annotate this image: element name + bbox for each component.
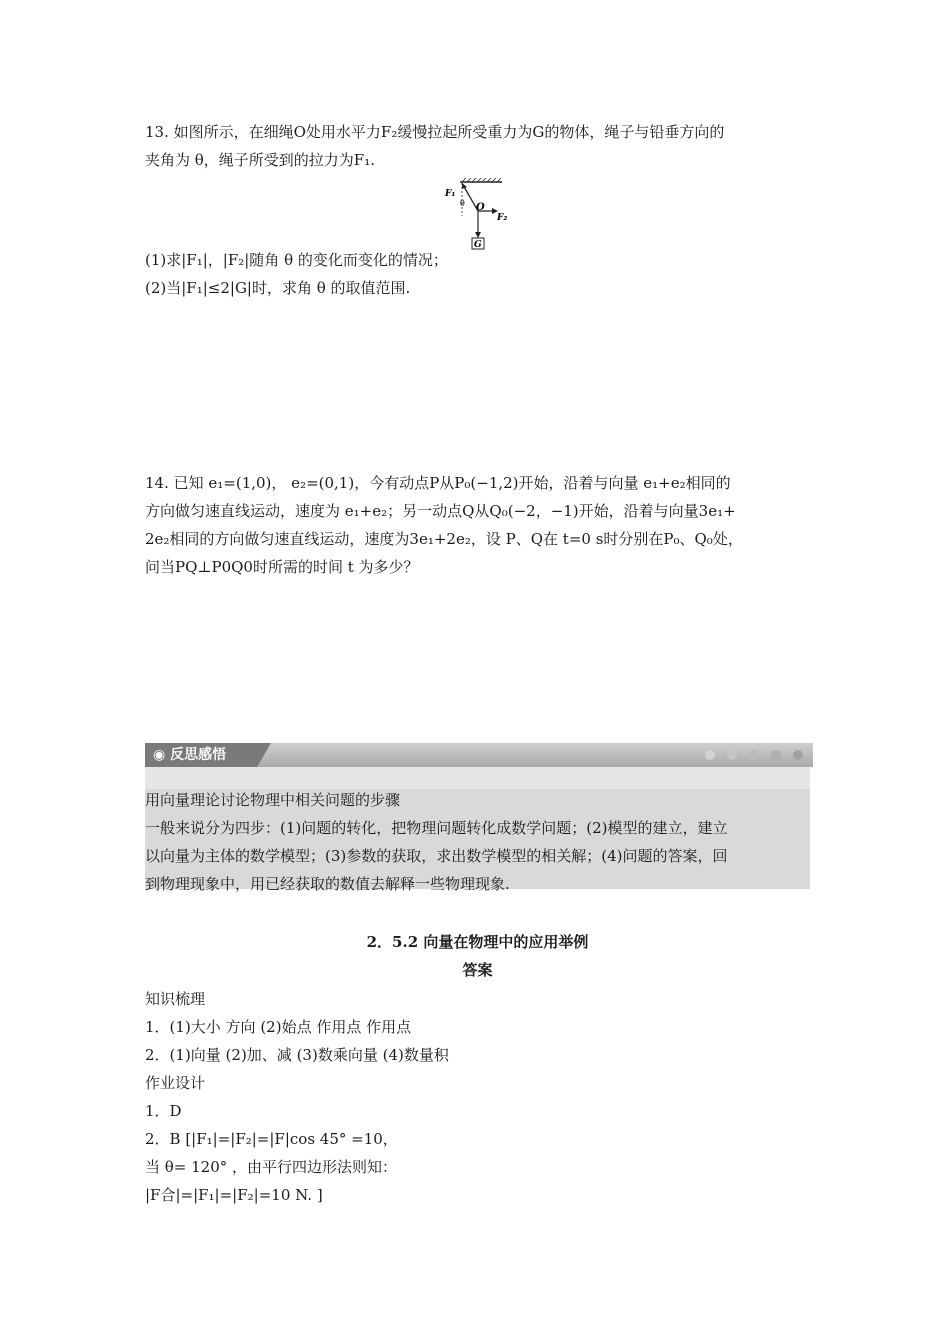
label-f2: F₂ xyxy=(497,213,508,223)
problem13-question2: (2)当|F₁|≤2|G|时，求角 θ 的取值范围. xyxy=(145,279,411,297)
problem14-line2: 方向做匀速直线运动，速度为 e₁+e₂；另一动点Q从Q₀(−2，−1)开始，沿着与向量3e₁+ xyxy=(145,502,736,520)
force-diagram xyxy=(440,178,520,250)
answer-line: 2．(1)向量 (2)加、减 (3)数乘向量 (4)数量积 xyxy=(145,1046,449,1064)
banner-dot xyxy=(749,750,759,760)
summary-line3: 到物理现象中，用已经获取的数值去解释一些物理现象. xyxy=(145,875,510,893)
problem13-question1: (1)求|F₁|，|F₂|随角 θ 的变化而变化的情况； xyxy=(145,251,448,269)
answer-line: |F合|=|F₁|=|F₂|=10 N. ] xyxy=(145,1186,323,1204)
banner-dot xyxy=(727,750,737,760)
answer-line: 1．D xyxy=(145,1102,182,1120)
label-o: O xyxy=(476,202,485,213)
answer-line: 当 θ= 120° ，由平行四边形法则知： xyxy=(145,1158,398,1176)
label-theta: θ xyxy=(460,199,465,208)
label-g: G xyxy=(474,240,482,250)
reflection-banner xyxy=(145,743,813,767)
answer-line: 作业设计 xyxy=(145,1074,206,1092)
problem14-line1: 14. 已知 e₁=(1,0)， e₂=(0,1)，今有动点P从P₀(−1,2)开始，沿着与向量 e₁+e₂相同的 xyxy=(145,474,731,492)
answer-line: 1．(1)大小 方向 (2)始点 作用点 作用点 xyxy=(145,1018,412,1036)
problem13-line2: 夹角为 θ，绳子所受到的拉力为F₁. xyxy=(145,151,375,169)
ceiling-hatch xyxy=(460,178,502,182)
label-f1: F₁ xyxy=(445,189,456,199)
problem14-line4: 问当PQ⊥P0Q0时所需的时间 t 为多少？ xyxy=(145,558,419,576)
banner-dot xyxy=(705,750,715,760)
answers-title: 答案 xyxy=(462,961,493,979)
section-title: 2．5.2 向量在物理中的应用举例 xyxy=(366,933,589,951)
reflection-banner-title: ◉ 反思感悟 xyxy=(145,743,257,767)
answer-line: 2．B [|F₁|=|F₂|=|F|cos 45° =10， xyxy=(145,1130,398,1148)
summary-line2: 以向量为主体的数学模型；(3)参数的获取，求出数学模型的相关解；(4)问题的答案，回 xyxy=(145,847,728,865)
summary-heading: 用向量理论讨论物理中相关问题的步骤 xyxy=(145,791,401,809)
summary-line1: 一般来说分为四步：(1)问题的转化，把物理问题转化成数学问题；(2)模型的建立，建立 xyxy=(145,819,728,837)
problem14-line3: 2e₂相同的方向做匀速直线运动，速度为3e₁+2e₂，设 P、Q在 t=0 s时分别在P₀、Q₀处， xyxy=(145,530,743,548)
problem13-line1: 13. 如图所示，在细绳O处用水平力F₂缓慢拉起所受重力为G的物体，绳子与铅垂方向的 xyxy=(145,123,725,141)
answer-line: 知识梳理 xyxy=(145,990,206,1008)
banner-dot xyxy=(793,750,803,760)
banner-dot xyxy=(771,750,781,760)
